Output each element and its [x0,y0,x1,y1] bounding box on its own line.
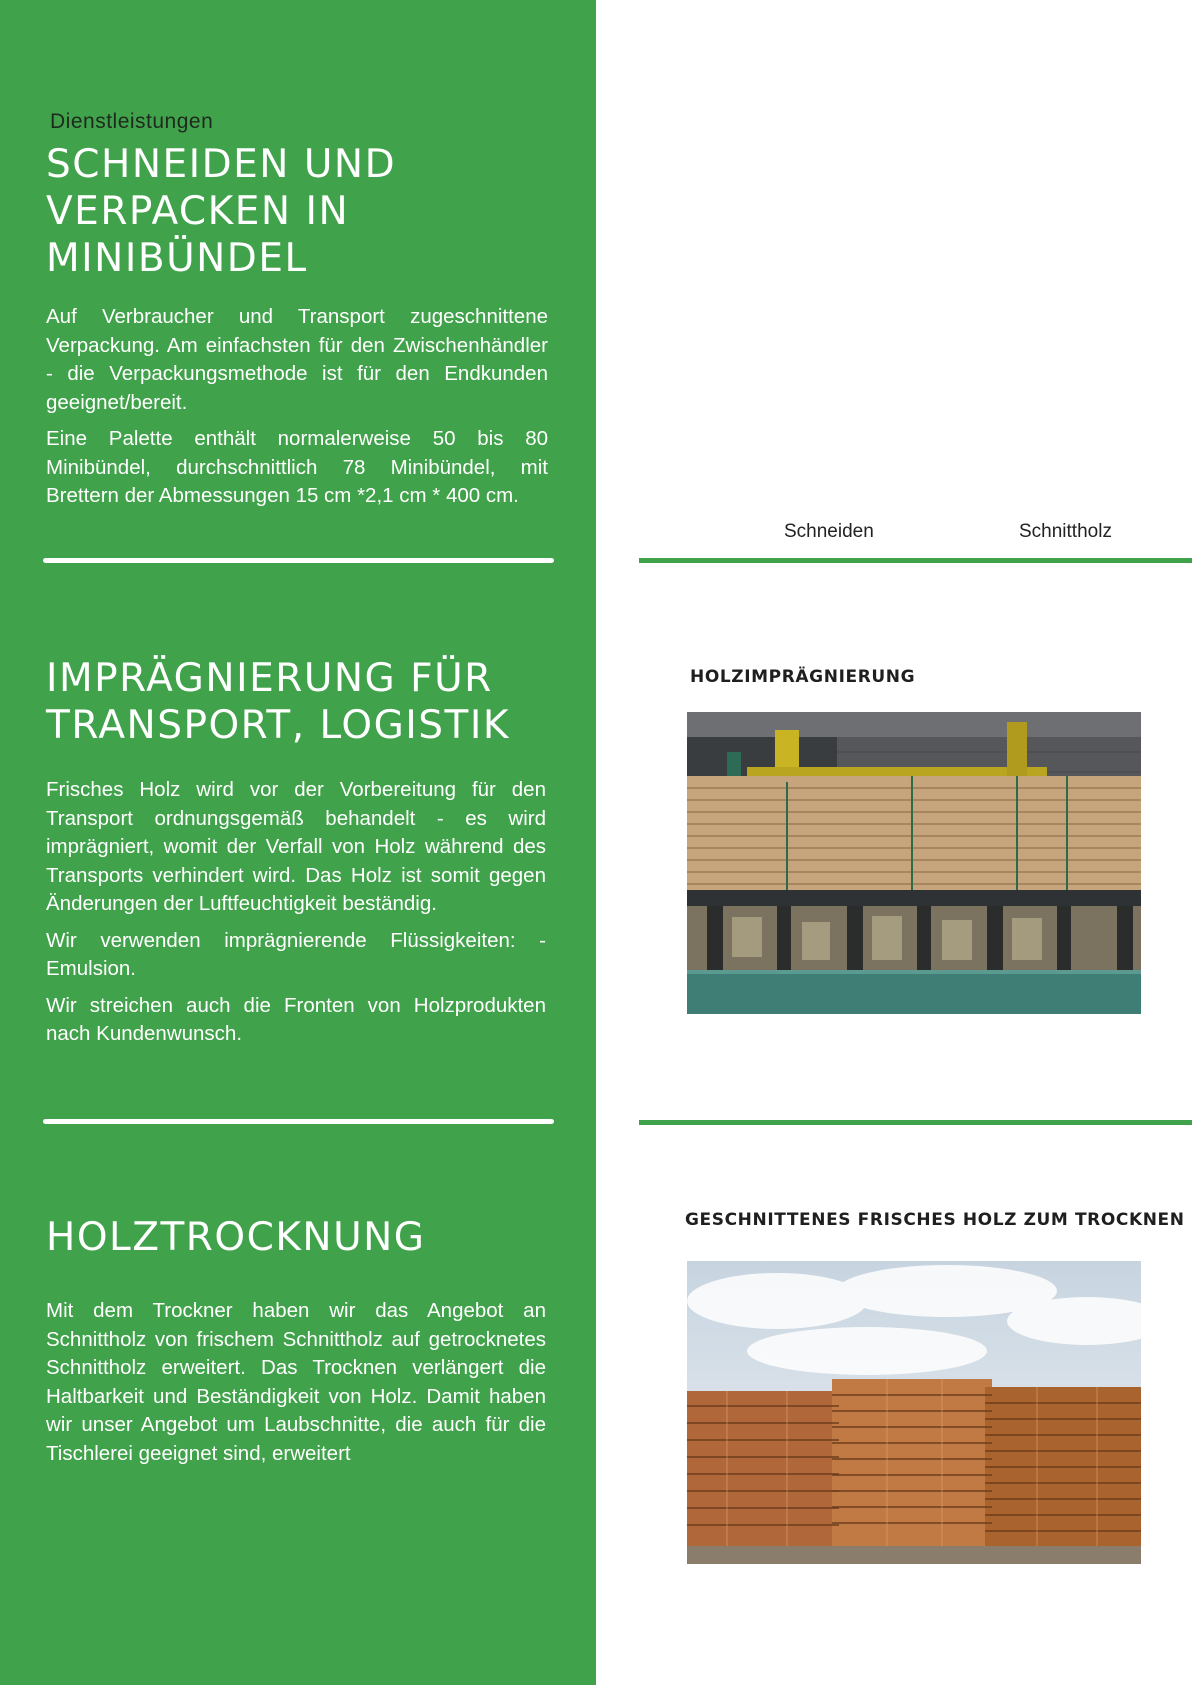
tag-schnittholz: Schnittholz [1019,521,1112,542]
caption-impregnation: HOLZIMPRÄGNIERUNG [690,667,916,687]
paragraph: Mit dem Trockner haben wir das Angebot an Schnittholz von frischem Schnittholz auf getrocknetes Schnittholz erweitert. Das Trocknen verlängert die Haltbarkeit und Beständigkeit von Holz. Damit haben wir unser Angebot um Laubschnitte, die auch für die Tischlerei geeignet sind, erweitert [46,1299,546,1465]
caption-wood-drying: GESCHNITTENES FRISCHES HOLZ ZUM TROCKNEN [685,1210,1185,1230]
paragraph: Eine Palette enthält normalerweise 50 bis 80 Minibündel, durchschnittlich 78 Minibündel, mit Brettern der Abmessungen 15 cm *2,1 cm * 400 cm. [46,427,548,507]
heading-cutting-packing: SCHNEIDEN UND VERPACKEN IN MINIBÜNDEL [46,142,397,281]
paragraph: Wir verwenden imprägnierende Flüssigkeiten: - Emulsion. [46,928,546,980]
paragraph: Frisches Holz wird vor der Vorbereitung für den Transport ordnungsgemäß behandelt - es wird imprägniert, womit der Verfall von Holz während des Transports verhindert wird. Das Holz ist somit gegen Änderungen der Luftfeuchtigkeit beständig. [46,778,546,915]
green-divider [639,558,1192,563]
cutting-packing-body [46,303,548,519]
drying-lumber-stacks-photo [687,1261,1141,1564]
paragraph: Wir streichen auch die Fronten von Holzprodukten nach Kundenwunsch. [46,993,546,1045]
heading-wood-drying: HOLZTROCKNUNG [46,1215,426,1260]
wood-drying-body [46,1297,546,1476]
impregnation-body [46,776,546,1057]
impregnated-lumber-photo [687,712,1141,1014]
heading-impregnation: IMPRÄGNIERUNG FÜR TRANSPORT, LOGISTIK [46,656,510,748]
green-divider [639,1120,1192,1125]
paragraph: Auf Verbraucher und Transport zugeschnittene Verpackung. Am einfachsten für den Zwischenhändler - die Verpackungsmethode ist für den Endkunden geeignet/bereit. [46,305,548,414]
section-divider [43,1119,554,1124]
section-divider [43,558,554,563]
section-eyebrow: Dienstleistungen [50,110,214,133]
tag-schneiden: Schneiden [784,521,874,542]
